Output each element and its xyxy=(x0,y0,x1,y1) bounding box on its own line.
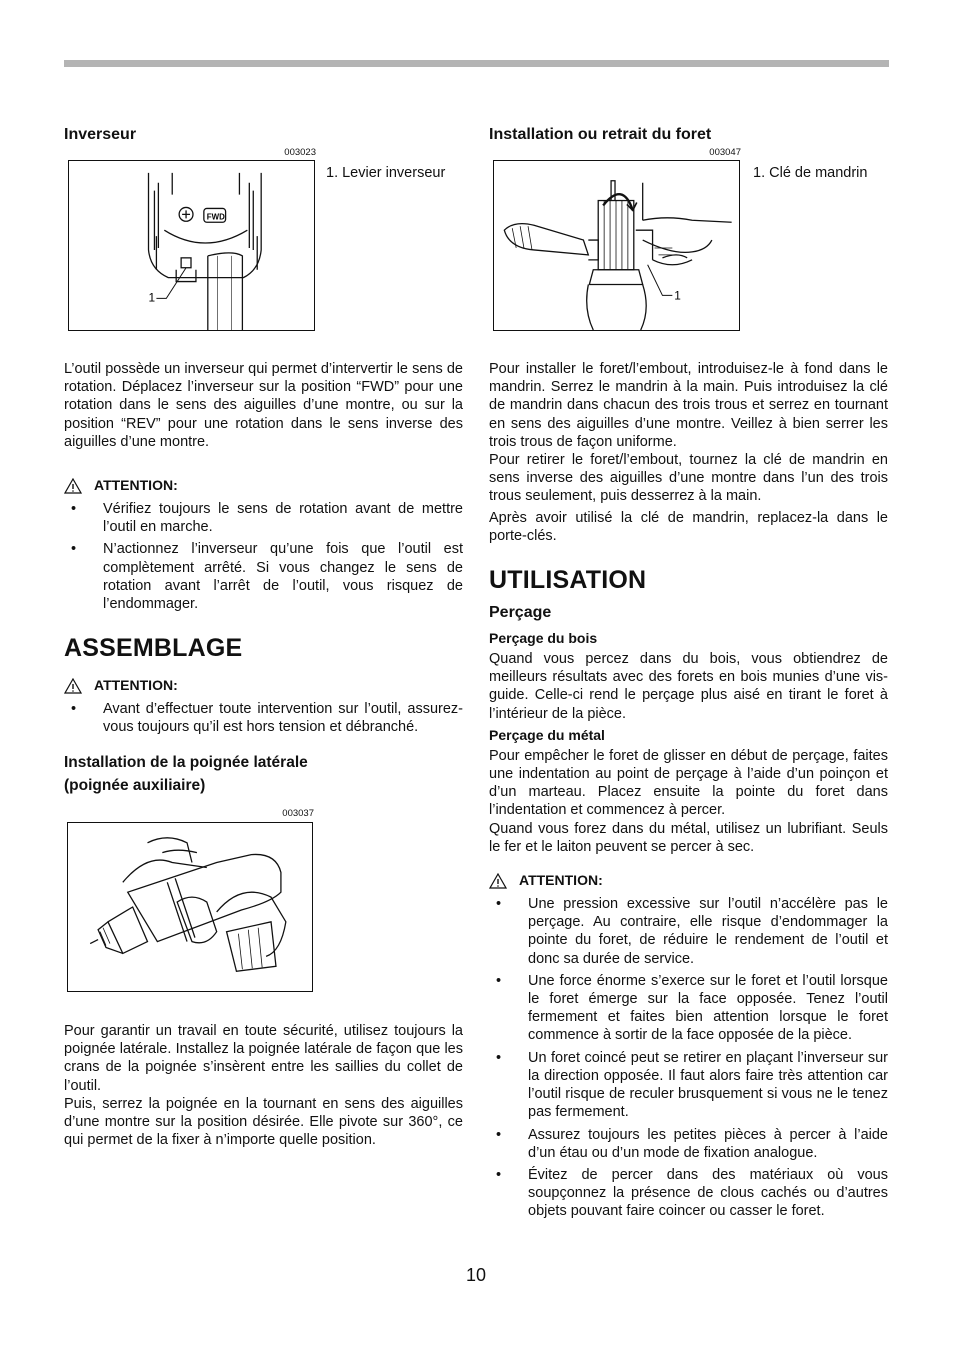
list-item: • Avant d’effectuer toute intervention sur l’outil, assurez-vous toujours qu’il est hors tension et débranché. xyxy=(64,700,463,736)
percage-bois-text: Quand vous percez dans du bois, vous obtiendrez de meilleurs résultats avec des forets en bois munies d’une vis-guide. Celle-ci rend le perçage plus aisé en tirant le foret à l’intérieur de la pièce. xyxy=(489,651,888,722)
utilisation-heading: UTILISATION xyxy=(489,566,647,595)
attention-label: ATTENTION: xyxy=(94,677,178,694)
callout-1-inverseur: 1 xyxy=(148,290,156,305)
chuck-key-illustration xyxy=(494,161,739,330)
attention-assemblage xyxy=(64,677,463,694)
inverseur-title: Inverseur xyxy=(64,126,137,143)
percage-metal-text-1: Pour empêcher le foret de glisser en début de perçage, faites une indentation au point de perçage à l’aide d’un poinçon et d’un marteau. Placez ensuite la pointe du foret dans l’indentation et commencez à percer. xyxy=(489,747,888,819)
legend-inverseur: 1. Levier inverseur xyxy=(326,165,446,181)
list-item: • Un foret coincé peut se retirer en plaçant l’inverseur sur la direction opposée. Il faut alors faire très attention car l’outil risque de reculer brusquement si vous ne le tenez pas fermement. xyxy=(489,1049,888,1122)
foret-paragraph-2: Pour retirer le foret/l’embout, tournez la clé de mandrin en sens inverse des aiguilles d’une montre dans l’un des trois trous seulement, puis desserrez à la main. xyxy=(489,452,888,505)
assemblage-bullets xyxy=(64,700,463,736)
list-item: • N’actionnez l’inverseur qu’une fois que l’outil est complètement arrêté. Si vous changez le sens de rotation avant l’arrêt de l’outil, vous risquez de l’endommager. xyxy=(64,540,463,613)
attention-label: ATTENTION: xyxy=(519,872,603,889)
utilisation-bullets xyxy=(489,895,888,1220)
legend-foret: 1. Clé de mandrin xyxy=(753,165,868,181)
foret-paragraph-1: Pour installer le foret/l’embout, introduisez-le à fond dans le mandrin. Serrez le mandrin à la main. Puis introduisez la clé de mandrin dans chacun des trois trous et serrez en tournant en sens des aiguilles d’une montre. Veillez à bien serrer les trois trous de façon uniforme. xyxy=(489,361,888,450)
list-item: • Vérifiez toujours le sens de rotation avant de mettre l’outil en marche. xyxy=(64,500,463,536)
callout-1-foret: 1 xyxy=(674,288,681,303)
figure-code-poignee: 003037 xyxy=(282,808,314,819)
poignee-title-line1: Installation de la poignée latérale xyxy=(64,753,308,771)
figure-inverseur xyxy=(68,160,315,331)
foret-title: Installation ou retrait du foret xyxy=(489,126,712,143)
poignee-paragraph-2: Puis, serrez la poignée en la tournant en sens des aiguilles d’une montre sur la position désirée. Elle pivote sur 360°, ce qui permet de la fixer à n’importe quelle position. xyxy=(64,1095,463,1149)
drill-reverse-lever-illustration xyxy=(69,161,314,330)
list-item: • Une pression excessive sur l’outil n’accélère pas le perçage. Au contraire, elle risque d’endommager la pointe du foret, de réduire le rendement de l’outil et donc sa durée de service. xyxy=(489,895,888,968)
percage-subheading: Perçage xyxy=(489,604,552,622)
list-item: • Évitez de percer dans des matériaux où vous soupçonnez la présence de clous cachés ou d’autres objets pouvant faire coincer ou casser le foret. xyxy=(489,1166,888,1221)
figure-code-foret: 003047 xyxy=(709,147,741,158)
figure-code-inverseur: 003023 xyxy=(284,147,316,158)
page-number: 10 xyxy=(466,1265,487,1285)
list-item: • Assurez toujours les petites pièces à percer à l’aide d’un étau ou d’un mode de fixation analogue. xyxy=(489,1126,888,1162)
foret-paragraph-3: Après avoir utilisé la clé de mandrin, replacez-la dans le porte-clés. xyxy=(489,509,888,544)
figure-poignee xyxy=(67,822,313,992)
list-item: • Une force énorme s’exerce sur le foret et l’outil lorsque le foret émerge sur la face opposée. Tenez l’outil fermement et faites bien attention lorsque le foret commence à sortir de la face opposée de la pièce. xyxy=(489,972,888,1045)
inverseur-bullets xyxy=(64,500,463,613)
header-rule xyxy=(64,60,889,67)
percage-metal-text-2: Quand vous forez dans du métal, utilisez un lubrifiant. Seuls le fer et le laiton peuvent se percer à sec. xyxy=(489,820,888,855)
percage-metal-title: Perçage du métal xyxy=(489,726,605,743)
side-handle-installation-illustration xyxy=(68,823,312,991)
assemblage-heading: ASSEMBLAGE xyxy=(64,634,243,663)
poignee-paragraph-1: Pour garantir un travail en toute sécurité, utilisez toujours la poignée latérale. Installez la poignée latérale de façon que les crans de la poignée s’insèrent entre les saillies du collet de l’outil. xyxy=(64,1023,463,1094)
attention-utilisation xyxy=(489,872,888,889)
warning-icon xyxy=(489,873,507,889)
attention-label: ATTENTION: xyxy=(94,477,178,494)
percage-bois-title: Perçage du bois xyxy=(489,630,598,647)
fwd-marking: FWD xyxy=(206,212,225,222)
warning-icon xyxy=(64,478,82,494)
poignee-title-line2: (poignée auxiliaire) xyxy=(64,776,206,794)
poignee-title xyxy=(64,751,463,797)
figure-foret xyxy=(493,160,740,331)
attention-inverseur xyxy=(64,477,463,494)
warning-icon xyxy=(64,678,82,694)
inverseur-paragraph: L’outil possède un inverseur qui permet d’intervertir le sens de rotation. Déplacez l’inverseur sur la position “FWD” pour une rotation dans le sens des aiguilles d’une montre, ou sur la position “REV” pour une rotation dans le sens inverse des aiguilles d’une montre. xyxy=(64,361,463,450)
